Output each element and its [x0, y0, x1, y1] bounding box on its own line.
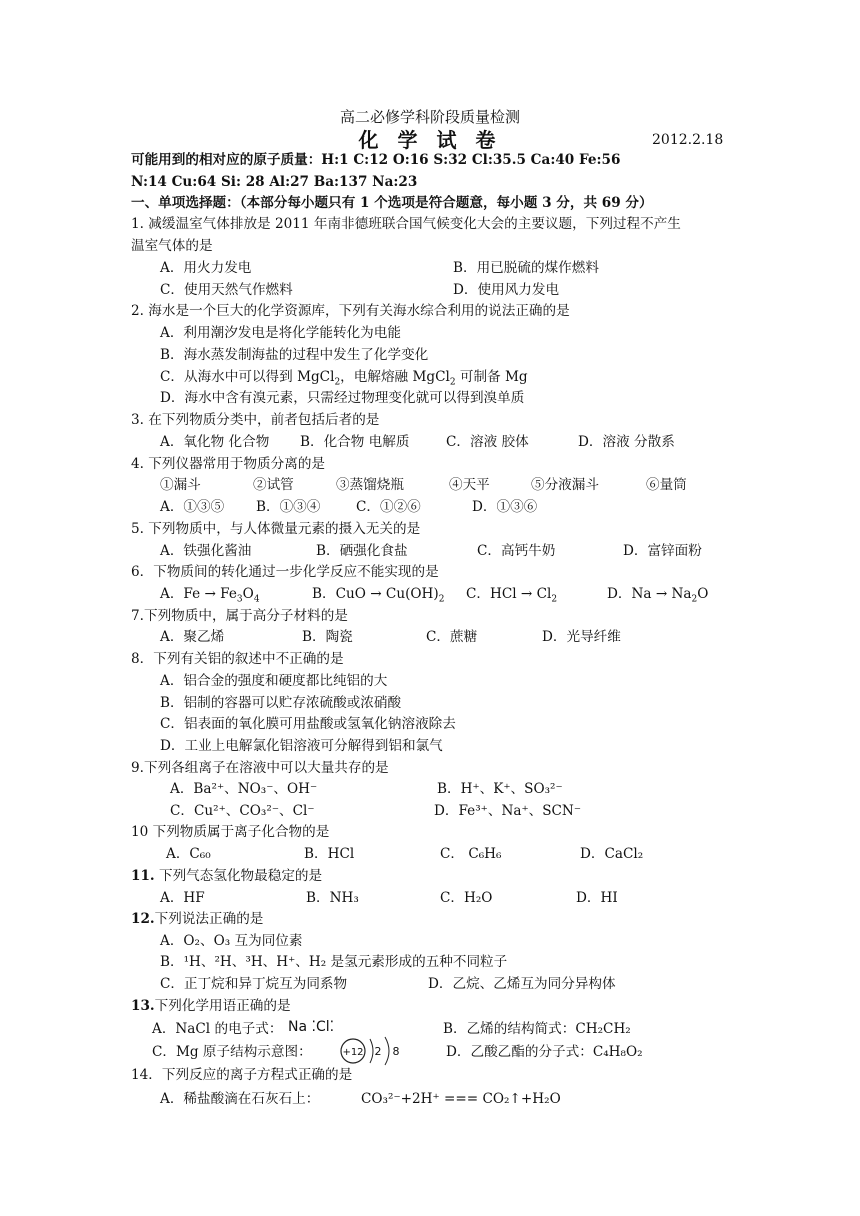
q10-option-b: B．HCl [304, 846, 355, 862]
q11-option-b: B．NH₃ [306, 890, 359, 906]
mg-shell-arc-1 [370, 1039, 373, 1063]
q10-option-a: A．C₆₀ [166, 846, 211, 862]
q7-option-a: A．聚乙烯 [160, 629, 225, 645]
q9-option-a: A．Ba²⁺、NO₃⁻、OH⁻ [170, 781, 318, 797]
q4-item-3: ③蒸馏烧瓶 [336, 477, 404, 493]
q7-option-d: D．光导纤维 [542, 629, 621, 645]
q9-option-b: B．H⁺、K⁺、SO₃²⁻ [437, 781, 563, 797]
mg-shell-1-electrons: 2 [374, 1045, 382, 1058]
exam-date: 2012.2.18 [652, 132, 724, 148]
q13-option-a: A．NaCl 的电子式： [152, 1021, 283, 1037]
q12-option-b: B．¹H、²H、³H、H⁺、H₂ 是氢元素形成的五种不同粒子 [160, 954, 508, 970]
q2-stem: 2. 海水是一个巨大的化学资源库，下列有关海水综合利用的说法正确的是 [131, 303, 570, 319]
q13-option-b: B．乙烯的结构简式：CH₂CH₂ [443, 1021, 631, 1037]
q4-option-c: C．①②⑥ [356, 499, 421, 515]
q5-option-d: D．富锌面粉 [623, 543, 702, 559]
q3-option-a: A．氧化物 化合物 [160, 434, 270, 450]
nacl-electron-formula: Na ⁚Cl⁚ [288, 1019, 335, 1035]
q5-stem: 5. 下列物质中，与人体微量元素的摄入无关的是 [131, 521, 421, 537]
q11-stem: 11. 下列气态氢化物最稳定的是 [131, 868, 323, 884]
q13-stem: 13.下列化学用语正确的是 [131, 998, 291, 1014]
q11-option-d: D．HI [576, 890, 618, 906]
q6-option-c: C．HCl → $Cl_2$ [466, 586, 558, 605]
q1-stem-cont: 温室气体的是 [131, 238, 213, 254]
q10-option-c: C． C₆H₆ [440, 846, 502, 862]
q2-option-a: A．利用潮汐发电是将化学能转化为电能 [160, 325, 401, 341]
q4-stem: 4. 下列仪器常用于物质分离的是 [131, 456, 326, 472]
q8-option-d: D．工业上电解氯化铝溶液可分解得到铝和氯气 [160, 738, 443, 754]
mg-nucleus-charge: +12 [342, 1047, 364, 1058]
q4-option-b: B．①③④ [256, 499, 321, 515]
q8-option-b: B．铝制的容器可以贮存浓硫酸或浓硝酸 [160, 695, 402, 711]
q4-item-5: ⑤分液漏斗 [531, 477, 599, 493]
q3-option-b: B．化合物 电解质 [300, 434, 410, 450]
q7-option-c: C．蔗糖 [426, 629, 478, 645]
q12-stem: 12.下列说法正确的是 [131, 911, 264, 927]
q4-item-6: ⑥量筒 [646, 477, 687, 493]
mg-shell-2-electrons: 8 [392, 1045, 400, 1058]
q4-option-a: A．①③⑤ [160, 499, 225, 515]
q3-stem: 3. 在下列物质分类中，前者包括后者的是 [131, 412, 380, 428]
q4-item-2: ②试管 [253, 477, 294, 493]
q14-stem: 14．下列反应的离子方程式正确的是 [131, 1067, 353, 1083]
q1-option-d: D．使用风力发电 [453, 282, 560, 298]
q6-option-b: B．CuO → $Cu(OH)_2$ [312, 586, 445, 605]
exam-title: 高二必修学科阶段质量检测 [339, 108, 520, 126]
q8-option-a: A．铝合金的强度和硬度都比纯铝的大 [160, 673, 388, 689]
q4-option-d: D．①③⑥ [472, 499, 538, 515]
q5-option-c: C．高钙牛奶 [477, 543, 556, 559]
q1-stem: 1. 减缓温室气体排放是 2011 年南非德班联合国气候变化大会的主要议题，下列过程不产生 [131, 216, 681, 232]
q5-option-b: B．硒强化食盐 [316, 543, 408, 559]
q9-option-c: C．Cu²⁺、CO₃²⁻、Cl⁻ [170, 803, 315, 819]
q14-option-a-equation: CO₃²⁻+2H⁺ === CO₂↑+H₂O [361, 1091, 561, 1107]
q13-option-c: C．Mg 原子结构示意图： [152, 1044, 312, 1060]
q6-option-d: D．$Na \to Na_2O$ [607, 586, 709, 605]
q7-stem: 7.下列物质中，属于高分子材料的是 [131, 608, 348, 624]
q1-option-a: A．用火力发电 [160, 260, 252, 276]
q2-option-d: D．海水中含有溴元素，只需经过物理变化就可以得到溴单质 [160, 390, 525, 406]
exam-subtitle: 化 学 试 卷 [358, 128, 502, 152]
q2-option-c: C．从海水中可以得到 MgCl$_2$，电解熔融 MgCl$_2$ 可制备 Mg [160, 369, 528, 388]
q11-option-a: A．HF [160, 890, 205, 906]
q6-stem: 6．下物质间的转化通过一步化学反应不能实现的是 [131, 564, 439, 580]
q13-option-d: D．乙酸乙酯的分子式：C₄H₈O₂ [446, 1044, 643, 1060]
q1-option-c: C．使用天然气作燃料 [160, 282, 293, 298]
q3-option-d: D．溶液 分散系 [578, 434, 675, 450]
q12-option-c: C．正丁烷和异丁烷互为同系物 [160, 976, 348, 992]
q12-option-d: D．乙烷、乙烯互为同分异构体 [428, 976, 616, 992]
section-heading: 一、单项选择题：（本部分每小题只有 1 个选项是符合题意，每小题 3 分，共 69 分） [131, 195, 653, 211]
q2-option-b: B．海水蒸发制海盐的过程中发生了化学变化 [160, 347, 429, 363]
mg-shell-arc-2 [385, 1037, 389, 1065]
atomic-masses-line-1: 可能用到的相对应的原子质量：H:1 C:12 O:16 S:32 Cl:35.5 Ca:40 Fe:56 [131, 152, 621, 168]
q11-option-c: C．H₂O [440, 890, 493, 906]
q10-option-d: D．CaCl₂ [580, 846, 644, 862]
q14-option-a: A．稀盐酸滴在石灰石上： [160, 1091, 320, 1107]
mg-atom-diagram [338, 1034, 410, 1068]
q7-option-b: B．陶瓷 [302, 629, 353, 645]
q10-stem: 10 下列物质属于离子化合物的是 [131, 824, 330, 840]
q9-stem: 9.下列各组离子在溶液中可以大量共存的是 [131, 760, 389, 776]
q8-option-c: C．铝表面的氧化膜可用盐酸或氢氧化钠溶液除去 [160, 716, 456, 732]
q6-option-a: A．$Fe \to Fe_3O_4$ [160, 586, 260, 605]
q3-option-c: C．溶液 胶体 [446, 434, 529, 450]
atomic-masses-line-2: N:14 Cu:64 Si: 28 Al:27 Ba:137 Na:23 [131, 174, 418, 190]
q4-item-4: ④天平 [449, 477, 490, 493]
q5-option-a: A．铁强化酱油 [160, 543, 252, 559]
q8-stem: 8．下列有关铝的叙述中不正确的是 [131, 651, 344, 667]
q9-option-d: D．Fe³⁺、Na⁺、SCN⁻ [434, 803, 581, 819]
q1-option-b: B．用已脱硫的煤作燃料 [453, 260, 599, 276]
q12-option-a: A．O₂、O₃ 互为同位素 [160, 933, 303, 949]
q4-item-1: ①漏斗 [160, 477, 201, 493]
